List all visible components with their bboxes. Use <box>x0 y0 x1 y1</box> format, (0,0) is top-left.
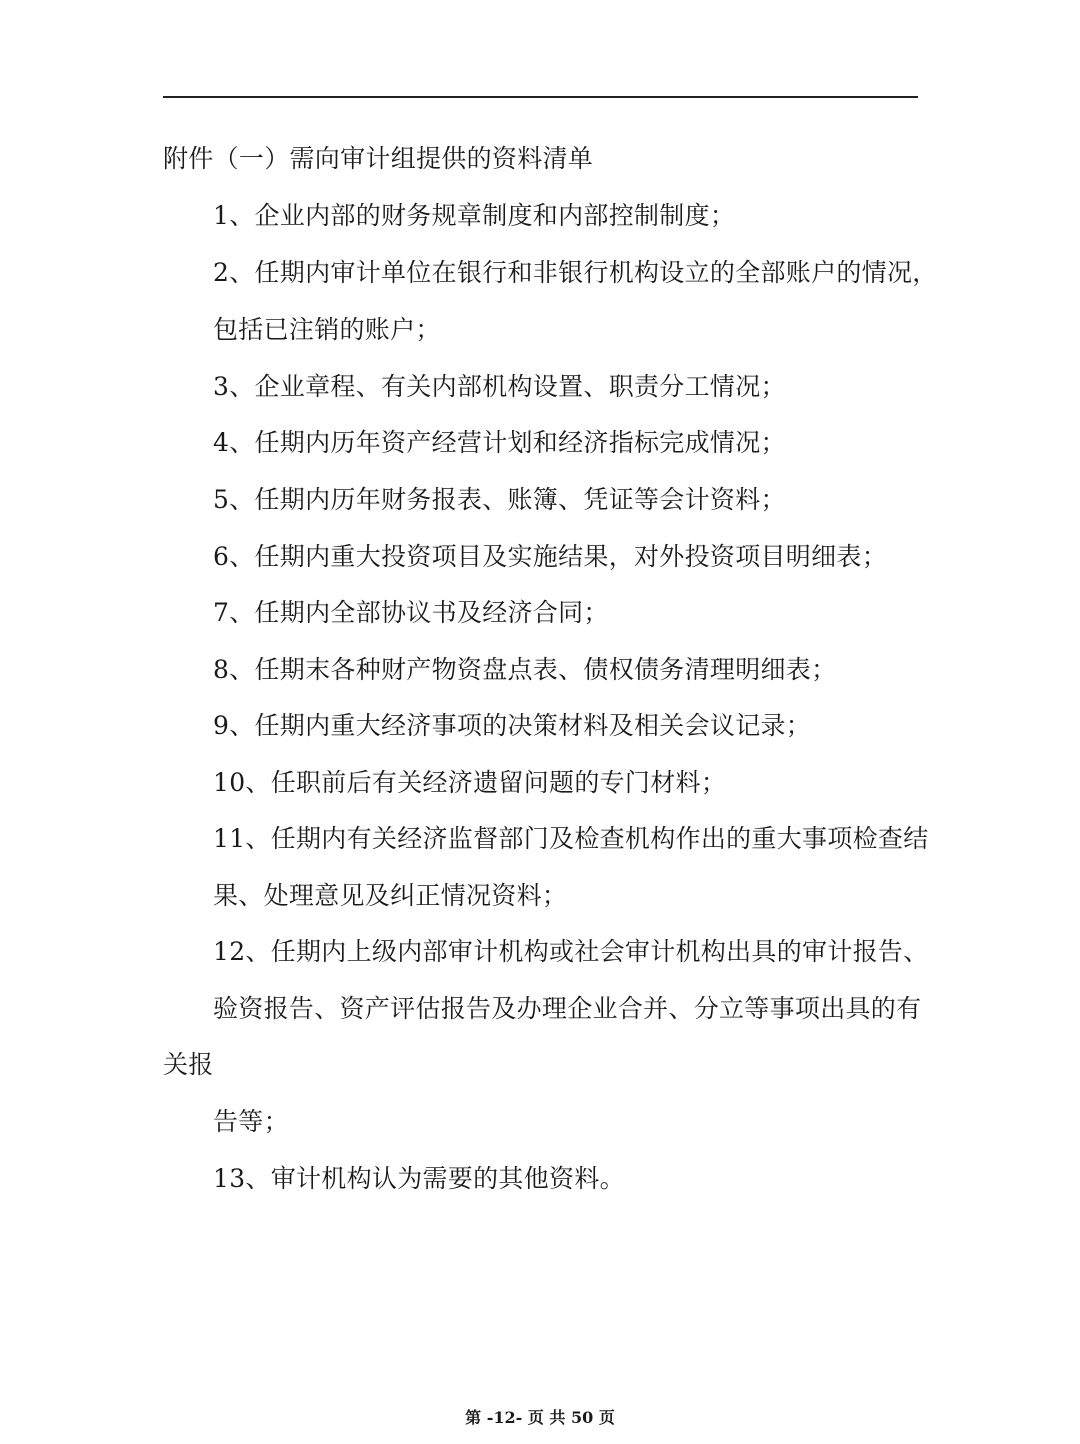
list-item-2-cont: 包括已注销的账户； <box>213 315 441 344</box>
list-item-13: 13、审计机构认为需要的其他资料。 <box>213 1164 625 1193</box>
list-item-3: 3、企业章程、有关内部机构设置、职责分工情况； <box>213 372 786 401</box>
list-item-1: 1、企业内部的财务规章制度和内部控制制度； <box>213 201 736 230</box>
list-item-12: 12、任期内上级内部审计机构或社会审计机构出具的审计报告、 <box>213 937 929 966</box>
header-rule <box>163 96 918 98</box>
list-item-11: 11、任期内有关经济监督部门及检查机构作出的重大事项检查结 <box>213 824 929 853</box>
page-number: 第 -12- 页 共 50 页 <box>465 1408 615 1427</box>
list-item-5: 5、任期内历年财务报表、账簿、凭证等会计资料； <box>213 485 786 514</box>
list-item-8: 8、任期末各种财产物资盘点表、债权债务清理明细表； <box>213 655 837 684</box>
list-item-12-cont-2: 关报 <box>163 1050 214 1079</box>
list-item-9: 9、任期内重大经济事项的决策材料及相关会议记录； <box>213 711 812 740</box>
document-title: 附件（一）需向审计组提供的资料清单 <box>163 144 594 173</box>
list-item-7: 7、任期内全部协议书及经济合同； <box>213 598 609 627</box>
list-item-12-cont: 验资报告、资产评估报告及办理企业合并、分立等事项出具的有 <box>213 994 922 1023</box>
list-item-4: 4、任期内历年资产经营计划和经济指标完成情况； <box>213 428 786 457</box>
list-item-12-cont-3: 告等； <box>213 1107 289 1136</box>
list-item-6: 6、任期内重大投资项目及实施结果，对外投资项目明细表； <box>213 542 888 571</box>
list-item-2: 2、任期内审计单位在银行和非银行机构设立的全部账户的情况， <box>213 258 938 287</box>
list-item-11-cont: 果、处理意见及纠正情况资料； <box>213 881 568 910</box>
list-item-10: 10、任职前后有关经济遗留问题的专门材料； <box>213 768 727 797</box>
